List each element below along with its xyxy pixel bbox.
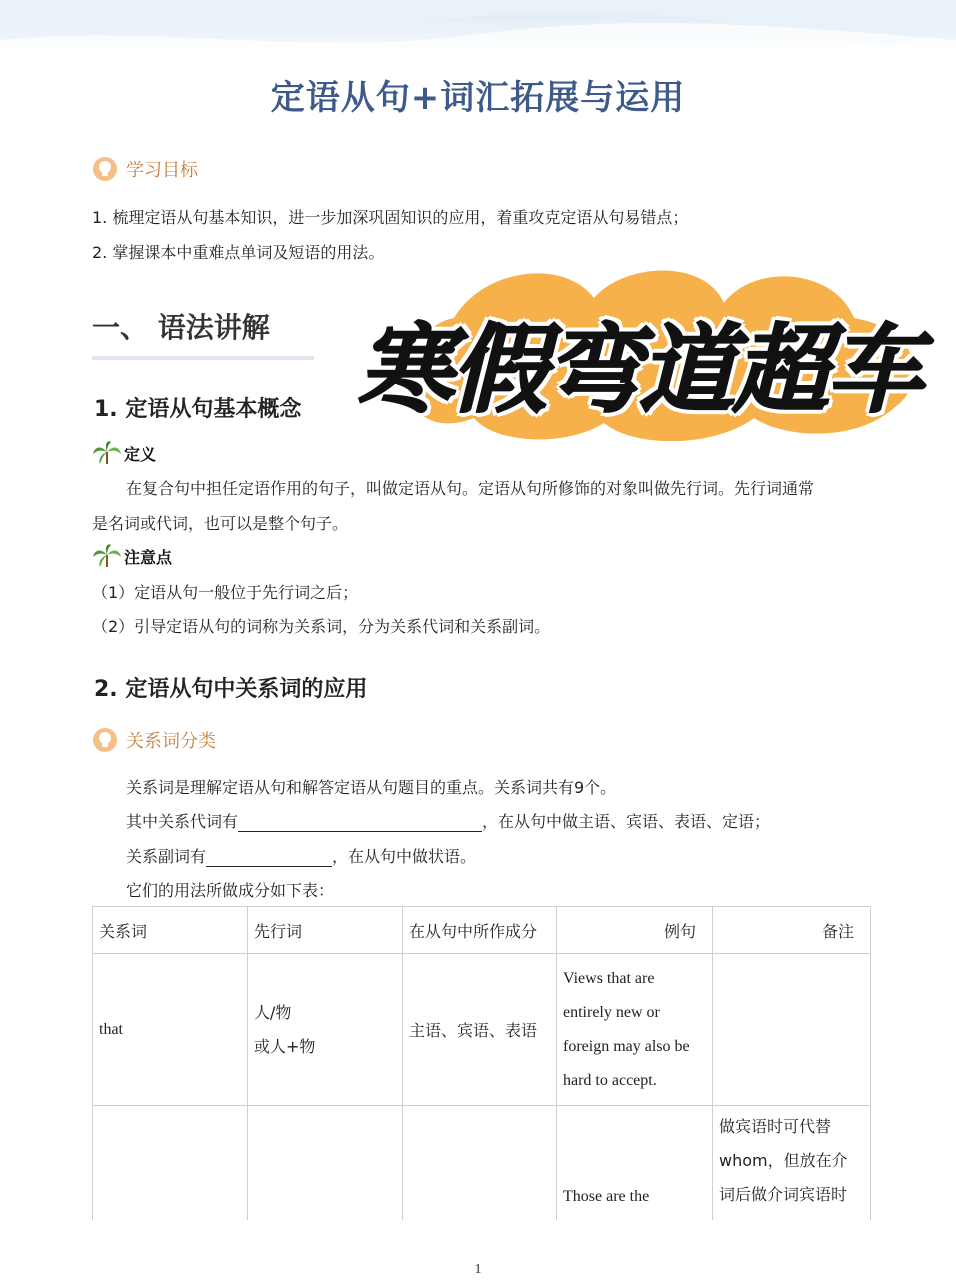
notes-header [92,543,172,569]
relative-words-table [92,906,871,1256]
palm-leaf-icon [92,440,122,466]
lightbulb-icon [92,156,118,182]
pronouns-line [126,809,770,832]
antecedent-line: 人/物 [254,1002,292,1022]
subsection-2-heading: 2. 定语从句中关系词的应用 [94,677,368,702]
definition-text-line1: 在复合句中担任定语作用的句子，叫做定语从句。定语从句所修饰的对象叫做先行词。先行词通常 [126,479,815,498]
pronouns-blank[interactable] [238,815,482,832]
header-example: 例句 [557,907,713,954]
definition-text-line2: 是名词或代词，也可以是整个句子。 [92,514,349,533]
notes-label: 注意点 [124,547,173,567]
goal-item-2: 2. 掌握课本中重难点单词及短语的用法。 [92,243,385,262]
page-number: 1 [474,1262,482,1277]
note-item-1: （1）定语从句一般位于先行词之后； [92,583,359,602]
page-bottom-margin [90,1220,880,1260]
note-line: whom，但放在介 [719,1151,848,1170]
header-role: 在从句中所作成分 [403,907,557,954]
antecedent-line: 或人+物 [254,1036,316,1056]
example-line: Those are the [563,1188,650,1205]
table-intro: 它们的用法所做成分如下表： [126,881,335,900]
header-relative-word: 关系词 [93,907,248,954]
header-band [0,0,956,54]
document-title: 定语从句+词汇拓展与运用 [270,78,686,118]
category-intro: 关系词是理解定语从句和解答定语从句题目的重点。关系词共有9个。 [126,778,617,797]
cell-antecedent [248,954,403,1106]
cell-example [557,954,713,1106]
header-antecedent: 先行词 [248,907,403,954]
cell-note [713,954,871,1106]
adverbs-blank[interactable] [206,850,332,867]
example-line: foreign may also be [563,1037,690,1055]
pronouns-suffix: ，在从句中做主语、宾语、表语、定语； [482,812,771,831]
category-header [92,727,216,753]
table-header-row [93,907,871,954]
note-line: 做宾语时可代替 [719,1117,832,1136]
example-line: Views that are [563,969,655,987]
adverbs-prefix: 关系副词有 [126,847,207,866]
lightbulb-icon [92,727,118,753]
promo-banner-text: 寒假弯道超车 [357,314,921,426]
header-note: 备注 [713,907,871,954]
pronouns-prefix: 其中关系代词有 [126,812,239,831]
goal-item-1: 1. 梳理定语从句基本知识，进一步加深巩固知识的应用，着重攻克定语从句易错点； [92,208,689,227]
cell-role: 主语、宾语、表语 [403,954,557,1106]
definition-header [92,440,156,466]
section-goals-header [92,156,198,182]
example-line: hard to accept. [563,1071,657,1089]
definition-label: 定义 [124,444,157,464]
subsection-1-heading: 1. 定语从句基本概念 [94,397,302,422]
example-line: entirely new or [563,1003,660,1021]
part-heading-underline [92,356,314,360]
note-item-2: （2）引导定语从句的词称为关系词，分为关系代词和关系副词。 [92,617,551,636]
adverbs-line [126,844,476,867]
table-row [93,954,871,1106]
part-heading: 一、 语法讲解 [92,311,270,344]
palm-leaf-icon [92,543,122,569]
category-label: 关系词分类 [126,731,216,752]
note-line: 词后做介词宾语时 [719,1185,848,1204]
section-goals-label: 学习目标 [126,160,198,181]
cell-word: that [93,954,248,1106]
adverbs-suffix: ，在从句中做状语。 [332,847,477,866]
